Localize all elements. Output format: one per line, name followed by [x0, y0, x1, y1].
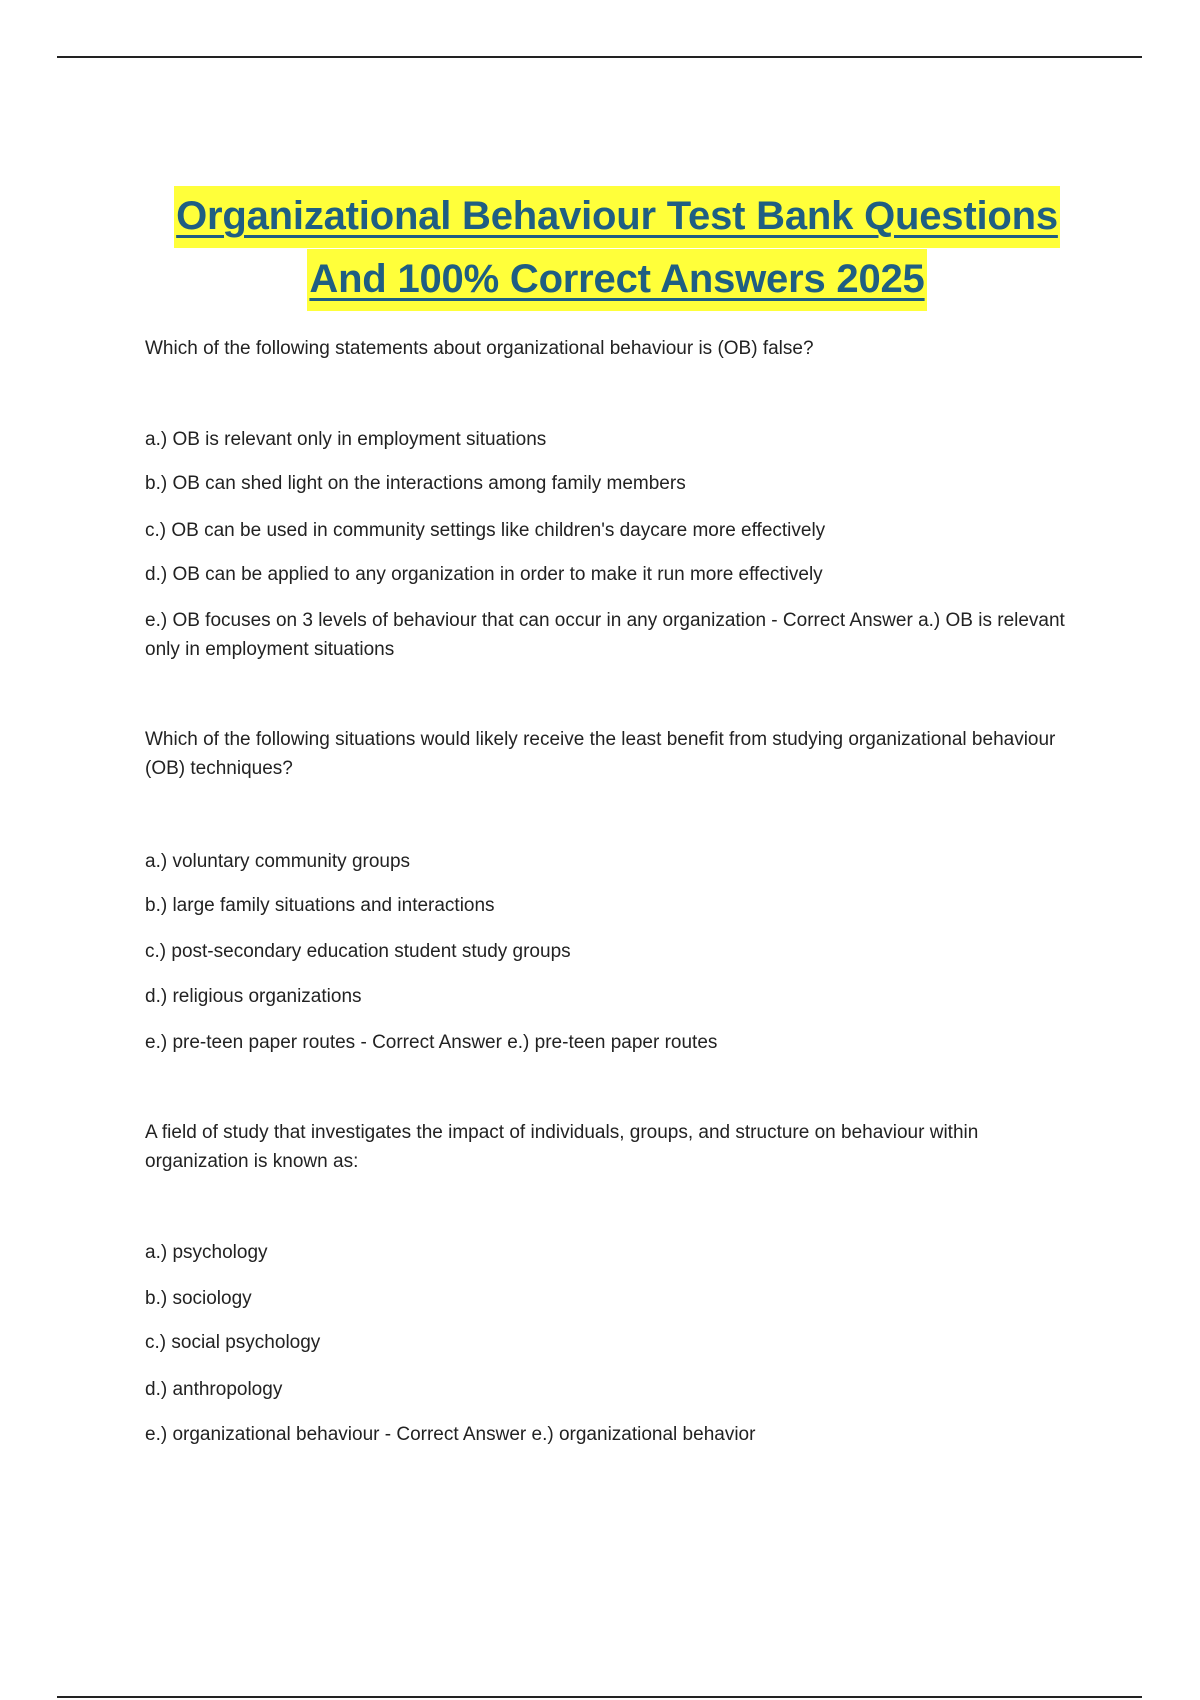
question-2-text: Which of the following situations would likely receive the least benefit from studying organizational behaviour (OB) techniques? [145, 729, 1056, 779]
question-2-option-b: b.) large family situations and interactions [145, 895, 495, 916]
top-rule [57, 56, 1142, 58]
question-1-option-e: e.) OB focuses on 3 levels of behaviour that can occur in any organization - Correct Answer a.) OB is relevant only in employment situations [145, 610, 1065, 660]
question-1-option-a: a.) OB is relevant only in employment situations [145, 429, 547, 450]
question-1-text: Which of the following statements about organizational behaviour is (OB) false? [145, 338, 814, 359]
question-2-option-c: c.) post-secondary education student study groups [145, 941, 571, 962]
question-2-option-a: a.) voluntary community groups [145, 851, 411, 872]
question-3-option-a: a.) psychology [145, 1242, 268, 1263]
question-1-option-b: b.) OB can shed light on the interactions among family members [145, 473, 686, 494]
question-3-option-e: e.) organizational behaviour - Correct Answer e.) organizational behavior [145, 1424, 756, 1445]
document-title [57, 186, 1177, 312]
title-line-2: And 100% Correct Answers 2025 [307, 249, 926, 311]
question-1-option-d: d.) OB can be applied to any organization in order to make it run more effectively [145, 564, 823, 585]
question-2-option-d: d.) religious organizations [145, 986, 362, 1007]
question-3-option-c: c.) social psychology [145, 1332, 321, 1353]
question-1-option-c: c.) OB can be used in community settings like children's daycare more effectively [145, 520, 826, 541]
bottom-rule [57, 1696, 1142, 1698]
question-3-option-d: d.) anthropology [145, 1379, 283, 1400]
question-2-option-e: e.) pre-teen paper routes - Correct Answer e.) pre-teen paper routes [145, 1032, 718, 1053]
question-3-text: A field of study that investigates the impact of individuals, groups, and structure on behaviour within organization is known as: [145, 1122, 979, 1172]
question-3-option-b: b.) sociology [145, 1288, 252, 1309]
title-line-1: Organizational Behaviour Test Bank Questions [174, 186, 1060, 248]
